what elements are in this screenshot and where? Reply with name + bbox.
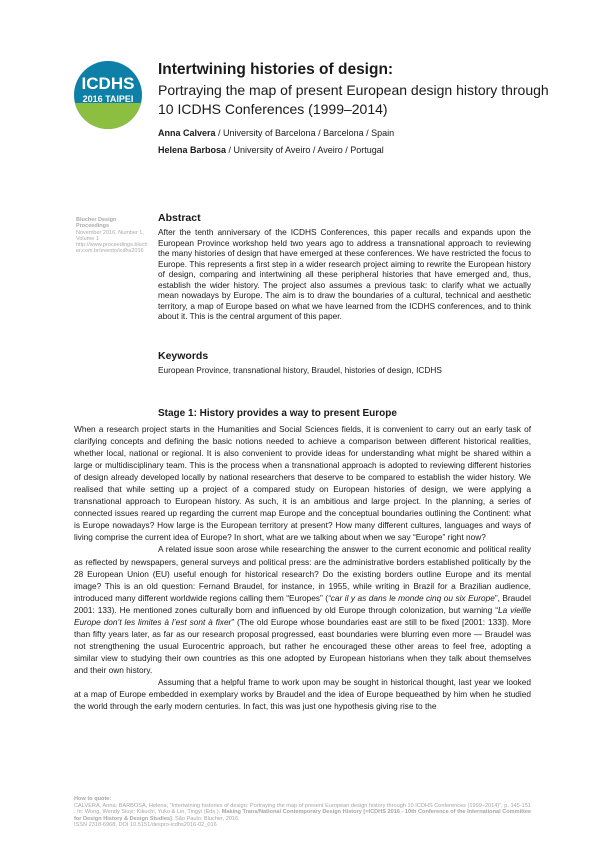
sidebar-title: Blucher Design Proceedings — [76, 217, 117, 230]
author-line — [158, 128, 394, 139]
citation-book: Making Trans/National Contemporary Design History [=ICDHS 2016 - 10th Conference of the International Committee for Design History & Design Studies] — [74, 809, 532, 822]
author-line — [158, 145, 384, 156]
proceedings-sidebar — [76, 217, 148, 255]
body-paragraph: Assuming that a helpful frame to work upon may be sought in historical thought, last year we looked at a map of Europe embedded in exemplary works by Braudel and the idea of Europe bequeathed by him when he studied the world through the early modern centuries. In fact, this was just one hypothesis giving rise to the — [74, 676, 531, 712]
author-affiliation: / University of Aveiro / Aveiro / Portugal — [226, 145, 384, 155]
citation-publisher: . São Paulo: Blucher, 2016. — [171, 815, 240, 822]
footer-label: How to quote: — [74, 796, 112, 802]
logo-text: ICDHS — [81, 74, 135, 93]
body-paragraph: When a research project starts in the Humanities and Social Sciences fields, it is convenient to carry out an early task of clarifying concepts and defining the basic notions needed to achieve a comparison between different historical realities, whether local, national or regional. It is also convenient to provide ideas for understanding what might be shared within a large or multidisciplinary team. This is the process when a transnational approach is adopted to reviewing different histories of design already developed locally by national researchers that deserve to be compared to establish the wider history. We realised that while setting up a project of a compared study on European histories of design, we were applying a transnational approach to European history. As such, it is an ambitious and large project. In the planning, a series of connected issues reared up regarding the current map Europe and the conceptual boundaries outlining the Continent: what is Europe nowadays? How large is the European territory at present? How many different cultures, languages and ways of living comprise the current idea of Europe? In short, what are we talking about when we say “Europe” right now? — [74, 424, 531, 543]
author-name: Helena Barbosa — [158, 145, 227, 155]
french-quote: La vieille Europe don’t les limites à l’est sont à fixer — [74, 604, 531, 627]
keywords-text: European Province, transnational history, Braudel, histories of design, ICDHS — [158, 365, 442, 375]
text-run: A related issue soon arose while researching the answer to the current economic and political reality as reflected by newspapers, general surveys and political press: are the administrative borders established politically by the 28 European Union (EU) useful enough for historical research? Do the existing borders outline Europe and its mental image? This is an old question: Fernand Braudel, for instance, in 1955, while writing in Brazil for a Brazilian audience, introduced many different worldwide regions calling them “Europes” ( — [74, 544, 531, 603]
footer-citation — [74, 803, 534, 823]
paper-title: Intertwining histories of design: — [158, 61, 394, 78]
text-run: ”, Braudel 2001: 133). He mentioned zones culturally born and influenced by old Europe through colonization, but warning “ — [74, 592, 531, 615]
citation-footer — [74, 796, 534, 829]
french-quote: “car il y as dans le monde cinq ou six Europe — [327, 592, 495, 603]
author-affiliation: / University of Barcelona / Barcelona / Spain — [215, 128, 395, 138]
author-name: Anna Calvera — [158, 128, 216, 138]
body-text — [74, 423, 531, 712]
section-heading: Stage 1: History provides a way to present Europe — [158, 408, 397, 419]
footer-issn: ISSN 2318-6968, DOI 10.5151/despro-icdhs2016-02_016 — [74, 822, 217, 828]
sidebar-link[interactable]: http://www.proceedings.blucher.com.br/evento/icdhs2016 — [76, 242, 148, 255]
logo-leaf — [74, 103, 142, 129]
icdhs-logo — [74, 61, 142, 129]
logo-subtext: 2016 TAIPEI — [82, 94, 134, 104]
text-run: ” (The old Europe whose boundaries east are still to be fixed [2001: 133]). More than fifty years later, as far as our research proposal progressed, east boundaries were blurring even more — Braudel was not strengthening the usual Eurocentric approach, but rather he encouraged these other areas to feel free, adopting a similar view to studying their own countries as this one adopted by European historians when they talk about themselves and their own history. — [74, 616, 531, 675]
abstract-text: After the tenth anniversary of the ICDHS Conferences, this paper recalls and expands upon the European Province workshop held two years ago to address a transnational approach to reviewing the many histories of design that have emerged at these conferences. We have restricted the focus to Europe. This represents a first step in a wider research project aiming to rewrite the European history of design, comparing and intertwining all these peripheral histories that have emerged and, thus, establish the wider history. The project also assumes a previous task: to clarify what we actually mean nowadays by Europe. The aim is to draw the boundaries of a cultural, technical and aesthetic territory, a map of Europe based on what we have learned from the ICDHS conferences, and to think about it. This is the central argument of this paper. — [158, 227, 531, 322]
paper-subtitle: Portraying the map of present European design history through 10 ICDHS Conferences (1999–2014) — [158, 82, 549, 117]
body-paragraph — [74, 543, 531, 676]
sidebar-details: November 2016, Number 1, Volume 1 — [76, 229, 144, 242]
keywords-heading: Keywords — [158, 350, 209, 362]
abstract-heading: Abstract — [158, 212, 201, 224]
citation-text: CALVERA, Anna; BARBOSA, Helena; “Intertwining histories of design: Portraying the map of present European design history through 10 ICDHS Conferences (1999–2014)”, p. 145-151 . In: Wong, Wendy Siuyi; Kikuchi, Yuko & Lin, Tingyi (Eds.). — [74, 802, 531, 815]
